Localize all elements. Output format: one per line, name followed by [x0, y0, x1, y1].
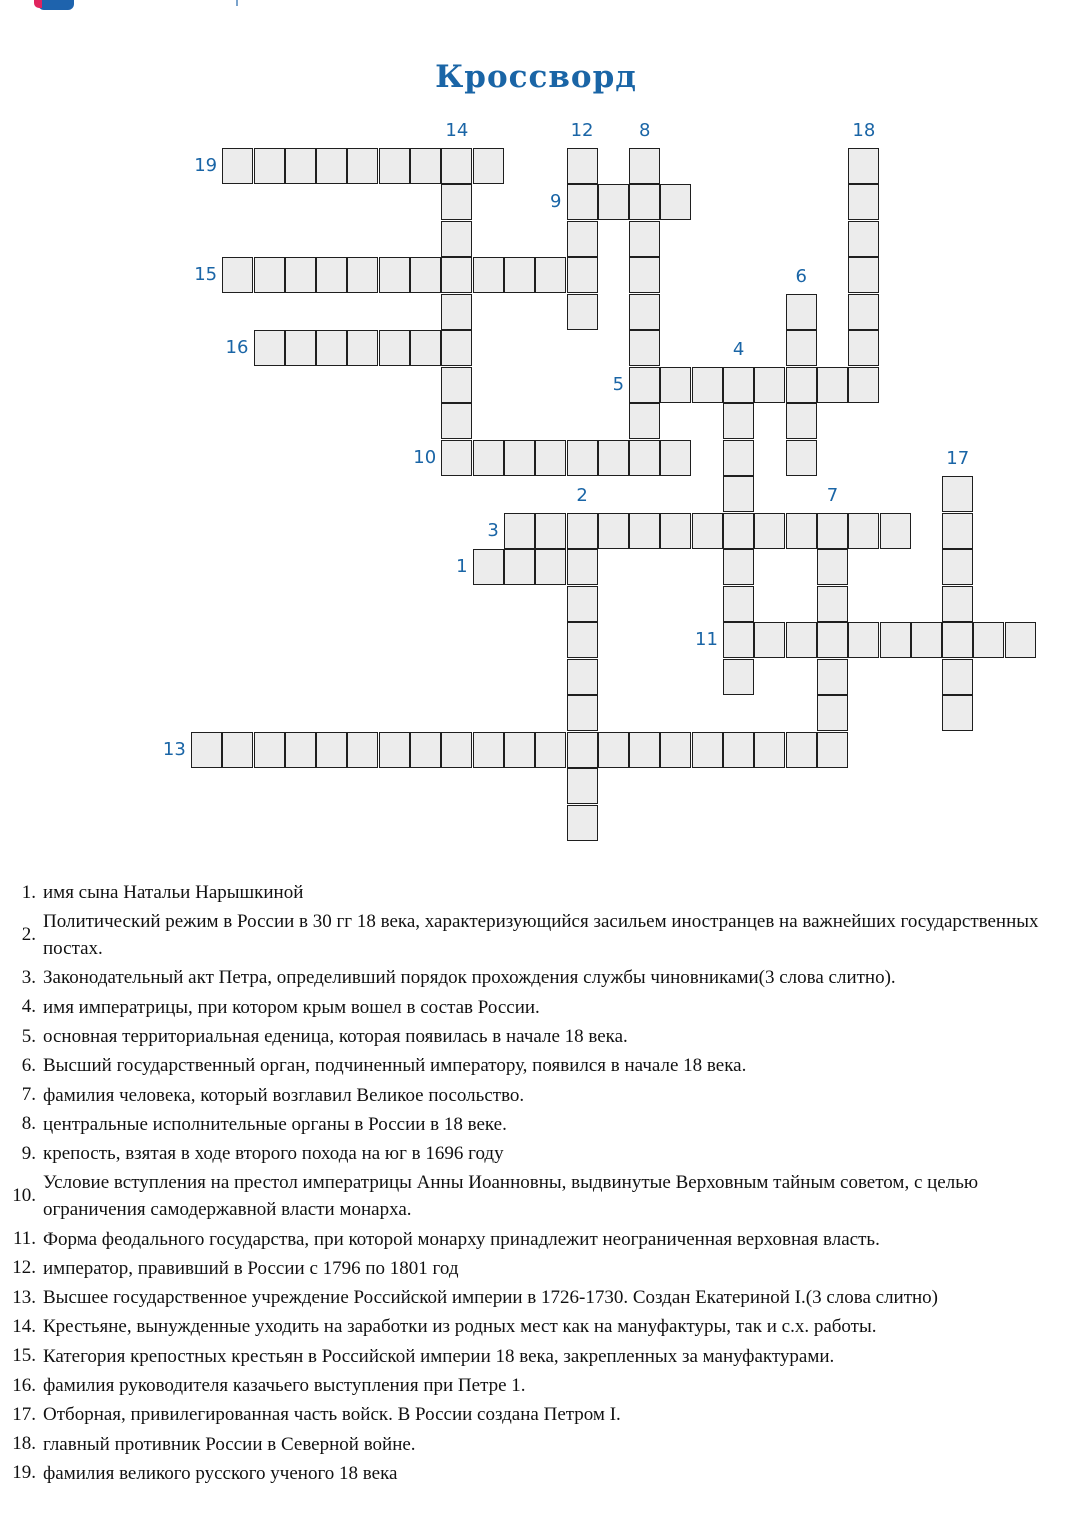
clue-text: Условие вступления на престол императрицы Анны Иоанновны, выдвинутые Верховным тайным советом, с целью ограничения самодержавной власти монарха.	[43, 1172, 979, 1221]
crossword-cell[interactable]	[316, 148, 347, 184]
crossword-cell[interactable]	[692, 732, 723, 768]
clue-text: основная территориальная еденица, которая появилась в начале 18 века.	[43, 1026, 628, 1048]
crossword-cell[interactable]	[441, 257, 472, 293]
clue-item	[0, 1459, 1071, 1488]
crossword-cell[interactable]	[848, 294, 879, 330]
crossword-cell[interactable]	[441, 367, 472, 403]
crossword-cell[interactable]	[379, 148, 410, 184]
clue-number: 5.	[21, 1025, 36, 1047]
crossword-cell[interactable]	[504, 440, 535, 476]
crossword-cell[interactable]	[567, 513, 598, 549]
crossword-cell[interactable]	[629, 440, 660, 476]
crossword-cell[interactable]	[848, 148, 879, 184]
clue-number: 1.	[21, 881, 36, 903]
crossword-cell[interactable]	[441, 403, 472, 439]
crossword-cell[interactable]	[786, 513, 817, 549]
crossword-cell[interactable]	[473, 440, 504, 476]
crossword-cell[interactable]	[567, 440, 598, 476]
crossword-cell[interactable]	[754, 732, 785, 768]
crossword-cell[interactable]	[567, 622, 598, 658]
clue-number: 18.	[12, 1433, 36, 1455]
clue-number-label: 4	[732, 338, 745, 360]
crossword-cell[interactable]	[535, 513, 566, 549]
crossword-cell[interactable]	[754, 367, 785, 403]
clue-number-label: 8	[639, 119, 651, 141]
crossword-cell[interactable]	[660, 513, 691, 549]
crossword-cell[interactable]	[535, 549, 566, 585]
crossword-cell[interactable]	[848, 221, 879, 257]
crossword-cell[interactable]	[567, 695, 598, 731]
clue-item	[0, 1139, 1071, 1168]
crossword-cell[interactable]	[567, 257, 598, 293]
clue-number: 3.	[21, 966, 36, 988]
clue-number: 13.	[12, 1286, 36, 1308]
clue-item	[0, 1400, 1071, 1429]
crossword-cell[interactable]	[723, 476, 754, 512]
crossword-cell[interactable]	[723, 586, 754, 622]
clue-number-label: 19	[194, 154, 218, 176]
crossword-cell[interactable]	[347, 732, 378, 768]
crossword-cell[interactable]	[1005, 622, 1036, 658]
crossword-cell[interactable]	[629, 732, 660, 768]
clue-item	[0, 878, 1071, 907]
crossword-cell[interactable]	[504, 732, 535, 768]
crossword-cell[interactable]	[786, 294, 817, 330]
crossword-cell[interactable]	[786, 440, 817, 476]
clue-number-label: 9	[550, 191, 562, 212]
crossword-cell[interactable]	[504, 549, 535, 585]
clue-text: Законодательный акт Петра, определивший порядок прохождения службы чиновниками(3 слова слитно).	[43, 967, 896, 989]
crossword-cell[interactable]	[254, 732, 285, 768]
crossword-cell[interactable]	[942, 476, 973, 512]
clue-number-label: 3	[487, 519, 499, 541]
crossword-cell[interactable]	[598, 184, 629, 220]
clue-item	[0, 1022, 1071, 1051]
crossword-cell[interactable]	[692, 367, 723, 403]
crossword-cell[interactable]	[567, 805, 598, 841]
clue-number-label: 18	[852, 119, 876, 141]
crossword-cell[interactable]	[629, 367, 660, 403]
clue-number-label: 1	[456, 556, 468, 577]
crossword-cell[interactable]	[441, 330, 472, 366]
crossword-cell[interactable]	[567, 549, 598, 585]
crossword-cell[interactable]	[379, 257, 410, 293]
crossword-cell[interactable]	[723, 513, 754, 549]
clue-number-label: 2	[576, 484, 588, 506]
crossword-cell[interactable]	[754, 513, 785, 549]
clue-number: 19.	[12, 1462, 36, 1484]
clue-text: фамилия великого русского ученого 18 века	[43, 1462, 398, 1484]
crossword-cell[interactable]	[942, 586, 973, 622]
crossword-cell[interactable]	[504, 257, 535, 293]
crossword-cell[interactable]	[786, 403, 817, 439]
crossword-cell[interactable]	[254, 257, 285, 293]
crossword-cell[interactable]	[347, 148, 378, 184]
clue-item	[0, 1168, 1071, 1224]
crossword-cell[interactable]	[535, 257, 566, 293]
crossword-cell[interactable]	[817, 659, 848, 695]
crossword-cell[interactable]	[285, 148, 316, 184]
clue-text: Крестьяне, вынужденные уходить на заработки из родных мест как на мануфактуры, так и с.х. работы.	[43, 1316, 877, 1338]
crossword-cell[interactable]	[222, 148, 253, 184]
crossword-cell[interactable]	[629, 221, 660, 257]
clue-number: 15.	[12, 1345, 36, 1367]
crossword-cell[interactable]	[723, 549, 754, 585]
crossword-cell[interactable]	[316, 257, 347, 293]
crossword-cell[interactable]	[629, 513, 660, 549]
crossword-cell[interactable]	[817, 622, 848, 658]
clue-number: 6.	[21, 1054, 36, 1076]
crossword-cell[interactable]	[567, 294, 598, 330]
crossword-cell[interactable]	[942, 622, 973, 658]
crossword-cell[interactable]	[942, 549, 973, 585]
clue-number-label: 11	[695, 629, 718, 650]
crossword-cell[interactable]	[222, 257, 253, 293]
crossword-cell[interactable]	[817, 513, 848, 549]
crossword-cell[interactable]	[567, 586, 598, 622]
crossword-cell[interactable]	[473, 732, 504, 768]
crossword-cell[interactable]	[347, 257, 378, 293]
crossword-cell[interactable]	[754, 622, 785, 658]
crossword-cell[interactable]	[285, 330, 316, 366]
crossword-cell[interactable]	[817, 549, 848, 585]
crossword-cell[interactable]	[473, 549, 504, 585]
crossword-cell[interactable]	[598, 440, 629, 476]
crossword-cell[interactable]	[473, 257, 504, 293]
crossword-cell[interactable]	[942, 659, 973, 695]
crossword-cell[interactable]	[316, 330, 347, 366]
crossword-cell[interactable]	[410, 257, 441, 293]
clue-item	[0, 1254, 1071, 1283]
crossword-cell[interactable]	[598, 732, 629, 768]
clue-number-label: 16	[225, 337, 249, 358]
crossword-cell[interactable]	[347, 330, 378, 366]
crossword-cell[interactable]	[692, 513, 723, 549]
clue-number: 12.	[12, 1257, 36, 1279]
crossword-cell[interactable]	[535, 440, 566, 476]
clue-number-label: 12	[570, 119, 594, 141]
crossword-cell[interactable]	[848, 367, 879, 403]
crossword-cell[interactable]	[660, 440, 691, 476]
clue-item	[0, 1312, 1071, 1341]
clue-text: крепость, взятая в ходе второго похода на юг в 1696 году	[43, 1143, 504, 1165]
clue-text: фамилия человека, который возглавил Великое посольство.	[43, 1084, 525, 1106]
crossword-cell[interactable]	[660, 367, 691, 403]
clue-number: 8.	[21, 1113, 36, 1135]
crossword-cell[interactable]	[535, 732, 566, 768]
crossword-cell[interactable]	[379, 732, 410, 768]
clue-list	[0, 878, 1071, 1488]
crossword-cell[interactable]	[848, 184, 879, 220]
crossword-cell[interactable]	[817, 367, 848, 403]
clue-text: Отборная, привилегированная часть войск. В России создана Петром I.	[43, 1404, 621, 1426]
clue-number-label: 15	[194, 264, 218, 285]
crossword-cell[interactable]	[973, 622, 1004, 658]
crossword-cell[interactable]	[723, 440, 754, 476]
clue-number: 2.	[21, 924, 36, 946]
crossword-cell[interactable]	[817, 586, 848, 622]
clue-number-label: 10	[413, 446, 437, 468]
crossword-cell[interactable]	[848, 622, 879, 658]
clue-number-label: 6	[795, 265, 807, 287]
crossword-cell[interactable]	[723, 732, 754, 768]
crossword-cell[interactable]	[723, 403, 754, 439]
clue-number: 16.	[12, 1374, 36, 1396]
crossword-cell[interactable]	[723, 659, 754, 695]
clue-item	[0, 1342, 1071, 1371]
crossword-cell[interactable]	[285, 257, 316, 293]
crossword-cell[interactable]	[504, 513, 535, 549]
crossword-cell[interactable]	[660, 732, 691, 768]
clue-item	[0, 907, 1071, 963]
crossword-cell[interactable]	[473, 148, 504, 184]
clue-text: фамилия руководителя казачьего выступления при Петре 1.	[43, 1375, 526, 1396]
crossword-cell[interactable]	[441, 732, 472, 768]
crossword-cell[interactable]	[410, 148, 441, 184]
crossword-cell[interactable]	[441, 294, 472, 330]
crossword-cell[interactable]	[817, 695, 848, 731]
crossword-cell[interactable]	[567, 732, 598, 768]
clue-item	[0, 993, 1071, 1022]
crossword-cell[interactable]	[567, 659, 598, 695]
crossword-cell[interactable]	[911, 622, 942, 658]
clue-number-label: 5	[612, 373, 625, 395]
clue-number-label: 13	[162, 738, 186, 760]
clue-number: 7.	[21, 1084, 36, 1106]
clue-number: 4.	[21, 996, 36, 1018]
crossword-cell[interactable]	[880, 513, 911, 549]
crossword-cell[interactable]	[285, 732, 316, 768]
crossword-cell[interactable]	[786, 330, 817, 366]
crossword-cell[interactable]	[848, 257, 879, 293]
clue-text: Высший государственный орган, подчиненный императору, появился в начале 18 века.	[43, 1055, 747, 1077]
crossword-cell[interactable]	[629, 403, 660, 439]
crossword-cell[interactable]	[410, 330, 441, 366]
crossword-cell[interactable]	[316, 732, 347, 768]
clue-text: имя императрицы, при котором крым вошел в состав России.	[43, 996, 540, 1018]
crossword-cell[interactable]	[880, 622, 911, 658]
crossword-cell[interactable]	[598, 513, 629, 549]
clue-number-label: 17	[946, 448, 970, 469]
clue-item	[0, 1429, 1071, 1458]
crossword-cell[interactable]	[848, 330, 879, 366]
clue-item	[0, 1080, 1071, 1109]
clue-text: центральные исполнительные органы в России в 18 веке.	[43, 1113, 507, 1135]
page-title: Кроссворд	[435, 58, 637, 95]
crossword-cell[interactable]	[410, 732, 441, 768]
crossword-cell[interactable]	[629, 148, 660, 184]
crossword-cell[interactable]	[191, 732, 222, 768]
clue-text: Политический режим в России в 30 гг 18 века, характеризующийся засильем иностранцев на важнейших государственных постах.	[43, 911, 1039, 960]
clue-number: 10.	[12, 1185, 36, 1207]
clue-number: 17.	[12, 1403, 36, 1425]
crossword-cell[interactable]	[254, 148, 285, 184]
clue-item	[0, 963, 1071, 992]
crossword-cell[interactable]	[441, 440, 472, 476]
crossword-cell[interactable]	[441, 221, 472, 257]
crossword-cell[interactable]	[567, 768, 598, 804]
crossword-cell[interactable]	[567, 221, 598, 257]
clue-text: главный противник России в Северной войне.	[43, 1433, 416, 1455]
clue-text: император, правивший в России с 1796 по 1801 год	[43, 1257, 459, 1279]
crossword-cell[interactable]	[786, 367, 817, 403]
crossword-cell[interactable]	[629, 294, 660, 330]
crossword-cell[interactable]	[660, 184, 691, 220]
crossword-cell[interactable]	[786, 622, 817, 658]
crossword-cell[interactable]	[629, 184, 660, 220]
clue-text: имя сына Натальи Нарышкиной	[43, 882, 304, 904]
clue-item	[0, 1283, 1071, 1312]
crossword-cell[interactable]	[723, 622, 754, 658]
crossword-cell[interactable]	[723, 367, 754, 403]
crossword-cell[interactable]	[441, 184, 472, 220]
crossword-cell[interactable]	[629, 330, 660, 366]
clue-text: Категория крепостных крестьян в Российской империи 18 века, закрепленных за мануфактурами.	[43, 1345, 835, 1367]
crossword-cell[interactable]	[254, 330, 285, 366]
clue-number-label: 14	[445, 119, 469, 141]
crossword-cell[interactable]	[379, 330, 410, 366]
clue-item	[0, 1110, 1071, 1139]
crossword-cell[interactable]	[817, 732, 848, 768]
clue-text: Форма феодального государства, при которой монарху принадлежит неограниченная верховная власть.	[43, 1228, 880, 1250]
clue-number: 14.	[12, 1315, 36, 1337]
crossword-cell[interactable]	[441, 148, 472, 184]
clue-item	[0, 1371, 1071, 1400]
clue-text: Высшее государственное учреждение Российской империи в 1726-1730. Создан Екатериной I.(3 слова слитно)	[43, 1287, 939, 1309]
crossword-cell[interactable]	[786, 732, 817, 768]
crossword-cell[interactable]	[848, 513, 879, 549]
crossword-cell[interactable]	[567, 148, 598, 184]
crossword-cell[interactable]	[942, 513, 973, 549]
clue-number: 11.	[12, 1228, 36, 1250]
crossword-cell[interactable]	[629, 257, 660, 293]
clue-number-label: 7	[826, 484, 839, 506]
crossword-cell[interactable]	[222, 732, 253, 768]
clue-item	[0, 1224, 1071, 1253]
clue-item	[0, 1051, 1071, 1080]
clue-number: 9.	[21, 1142, 36, 1164]
crossword-cell[interactable]	[567, 184, 598, 220]
crossword-cell[interactable]	[942, 695, 973, 731]
